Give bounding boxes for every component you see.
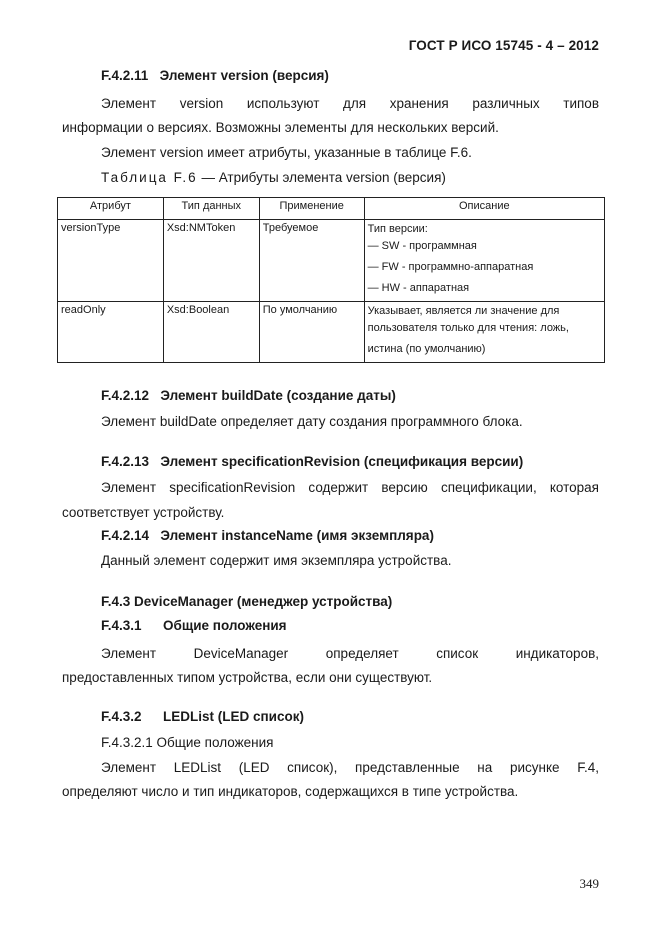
section-title: Общие положения [163, 618, 287, 633]
cell-usage: Требуемое [259, 220, 364, 302]
cell-attribute: readOnly [58, 302, 164, 363]
description-line: истина (по умолчанию) [367, 343, 486, 355]
description-line: Тип версии: [367, 223, 428, 235]
cell-data-type: Xsd:Boolean [163, 302, 259, 363]
cell-attribute: versionType [58, 220, 164, 302]
paragraph: Элемент buildDate определяет дату создания программного блока. [101, 414, 523, 429]
table-caption-text: — Атрибуты элемента version (версия) [201, 170, 446, 185]
section-title: Элемент version (версия) [159, 68, 329, 83]
cell-data-type: Xsd:NMToken [163, 220, 259, 302]
section-heading-f4214 [101, 528, 434, 543]
section-number: F.4.3 [101, 594, 131, 609]
cell-usage: По умолчанию [259, 302, 364, 363]
column-header: Тип данных [163, 198, 259, 220]
section-number: F.4.2.13 [101, 454, 150, 469]
paragraph: Элемент version имеет атрибуты, указанные в таблице F.6. [101, 145, 472, 160]
description-line: — SW - программная [367, 240, 477, 252]
section-title: Элемент instanceName (имя экземпляра) [160, 528, 434, 543]
paragraph: Данный элемент содержит имя экземпляра устройства. [101, 553, 452, 568]
standard-header: ГОСТ Р ИСО 15745 - 4 – 2012 [408, 38, 599, 53]
section-heading-f432 [101, 709, 304, 724]
section-number: F.4.3.1 [101, 618, 142, 633]
section-number: F.4.2.12 [101, 388, 150, 403]
subsection-heading-f4321: F.4.3.2.1 Общие положения [101, 735, 274, 750]
table-row [58, 220, 605, 302]
cell-description [364, 302, 604, 363]
section-heading-f4213 [101, 454, 523, 469]
description-line: пользователя только для чтения: ложь, [367, 322, 569, 334]
section-heading-f4211 [101, 68, 329, 83]
paragraph-line: Элемент version используют для хранения различных типов [101, 96, 599, 111]
section-number: F.4.2.11 [101, 68, 149, 83]
paragraph-line: Элемент specificationRevision содержит версию спецификации, которая [101, 480, 599, 495]
paragraph-line: Элемент LEDList (LED список), представленные на рисунке F.4, [101, 760, 599, 775]
section-title: DeviceManager (менеджер устройства) [134, 594, 393, 609]
paragraph-line: определяют число и тип индикаторов, содержащихся в типе устройства. [62, 784, 519, 799]
attributes-table [57, 197, 605, 363]
section-number: F.4.2.14 [101, 528, 150, 543]
section-heading-f4212 [101, 388, 396, 403]
section-title: LEDList (LED список) [163, 709, 304, 724]
table-caption [101, 169, 638, 186]
description-line: Указывает, является ли значение для [367, 305, 560, 317]
column-header: Атрибут [58, 198, 164, 220]
section-heading-f431 [101, 618, 287, 633]
cell-description [364, 220, 604, 302]
column-header: Описание [364, 198, 604, 220]
section-number: F.4.3.2 [101, 709, 142, 724]
paragraph-line: информации о версиях. Возможны элементы для нескольких версий. [62, 120, 499, 135]
paragraph-line: предоставленных типом устройства, если они существуют. [62, 670, 433, 685]
section-title: Элемент buildDate (создание даты) [160, 388, 396, 403]
page-number: 349 [579, 876, 599, 891]
table-row [58, 302, 605, 363]
paragraph-line: соответствует устройству. [62, 505, 225, 520]
paragraph-line: Элемент DeviceManager определяет список индикаторов, [101, 646, 599, 661]
description-line: — HW - аппаратная [367, 282, 470, 294]
section-title: Элемент specificationRevision (спецификация версии) [160, 454, 524, 469]
section-heading-f43 [101, 594, 392, 609]
table-header-row [58, 198, 605, 220]
table-caption-label: Таблица F.6 [101, 170, 198, 185]
description-line: — FW - программно-аппаратная [367, 261, 534, 273]
column-header: Применение [259, 198, 364, 220]
